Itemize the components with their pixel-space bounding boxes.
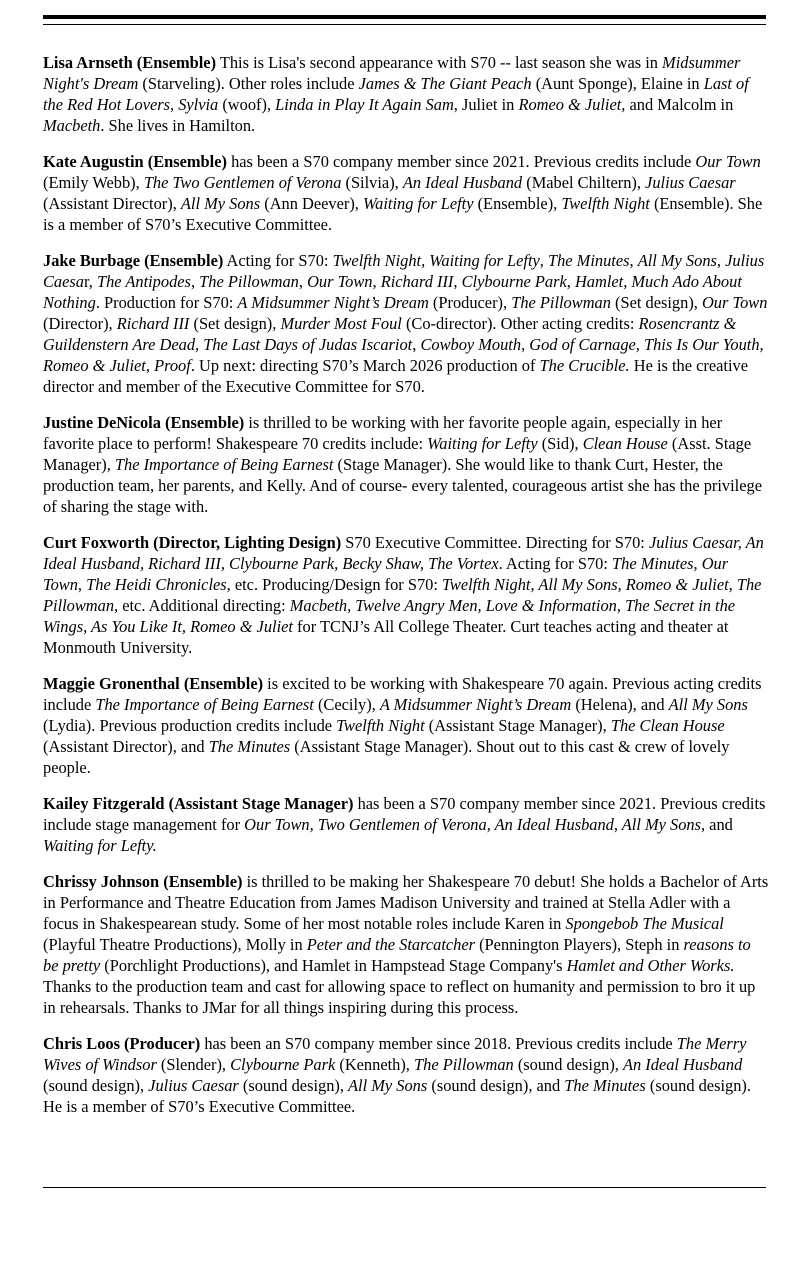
bio-text: (Cecily), [313, 695, 380, 714]
bio-text: (Co-director). Other acting credits: [401, 314, 639, 333]
bio-text: (Assistant Stage Manager). Shout out to this cast & crew of lovely people. [43, 737, 730, 777]
bio-name: Lisa Arnseth (Ensemble) [43, 53, 217, 72]
work-title: All My Sons [668, 695, 748, 714]
work-title: Julius Caesar, An Ideal Husband, Richard III, Clybourne Park, Becky Shaw, The Vortex [43, 533, 764, 573]
bio-text: (Assistant Director), and [43, 737, 209, 756]
work-title: The Minutes [208, 737, 291, 756]
bio-text: (Lydia). Previous production credits include [43, 716, 337, 735]
work-title: A Midsummer Night’s Dream [379, 695, 572, 714]
work-title: Hamlet and Other Works. [566, 956, 735, 975]
bio-text: , [372, 272, 381, 291]
work-title: Last of the Red Hot Lovers, Sylvia [43, 74, 749, 114]
work-title: Proof [154, 356, 191, 375]
work-title: Peter and the Starcatcher [306, 935, 475, 954]
bio-text: S70 Executive Committee. Directing for S70: [341, 533, 649, 552]
bio-paragraph [43, 52, 769, 136]
work-title: The Two Gentlemen of Verona [143, 173, 342, 192]
bio-list [43, 52, 769, 1132]
bio-text: (Producer), [428, 293, 512, 312]
work-title: Our Town [307, 272, 373, 291]
work-title: Hamlet, Much Ado About Nothing [43, 272, 742, 312]
work-title: The Clean House [610, 716, 725, 735]
work-title: Midsummer Night's Dream [43, 53, 741, 93]
bio-paragraph [43, 1033, 769, 1117]
work-title: Macbeth [43, 116, 101, 135]
bio-paragraph [43, 532, 769, 658]
bio-text: (Starveling). Other roles include [138, 74, 359, 93]
bio-text: , [298, 272, 308, 291]
bio-text: . She lives in Hamilton. [100, 116, 256, 135]
work-title: The Pillowman [199, 272, 299, 291]
bio-text: , Juliet in [453, 95, 519, 114]
work-title: James & The Giant Peach [358, 74, 532, 93]
work-title: Waiting for Lefty [363, 194, 474, 213]
bio-text: (sound design). He is a member of S70’s Executive Committee. [43, 1076, 751, 1116]
work-title: The Pillowman [414, 1055, 514, 1074]
bio-text: , etc. Additional directing: [114, 596, 290, 615]
bio-text: , [629, 251, 638, 270]
bio-paragraph [43, 793, 769, 856]
work-title: All My Sons [348, 1076, 428, 1095]
work-title: The Antipodes [96, 272, 191, 291]
work-title: The Pillowman [511, 293, 611, 312]
bio-text: , [412, 335, 421, 354]
work-title: Twelfth Night, Waiting for Lefty [332, 251, 540, 270]
work-title: Spongebob The Musical [565, 914, 724, 933]
bio-name: Chris Loos (Producer) [43, 1034, 201, 1053]
work-title: Murder Most Foul [280, 314, 402, 333]
bio-text: , [521, 335, 530, 354]
work-title: Romeo & Juliet, [518, 95, 626, 114]
bio-text: , [716, 251, 726, 270]
work-title: The Minutes [564, 1076, 646, 1095]
bio-text: (Porchlight Productions), and Hamlet in Hampstead Stage Company's [100, 956, 567, 975]
work-title: All My Sons [637, 251, 717, 270]
bio-text: Acting for S70: [223, 251, 333, 270]
bio-text: (Helena), and [571, 695, 669, 714]
work-title: Rosencrantz & Guildenstern Are Dead, The Last Days of Judas Iscariot [43, 314, 737, 354]
work-title: Macbeth, Twelve Angry Men, Love & Information, The Secret in the Wings, As You Like It, Romeo & Juliet [43, 596, 736, 636]
work-title: Twelfth Night [561, 194, 650, 213]
bio-name: Kate Augustin (Ensemble) [43, 152, 227, 171]
top-rule-thin [43, 24, 766, 25]
bio-text: is excited to be working with Shakespeare 70 again. Previous acting credits include [43, 674, 762, 714]
bio-text: (sound design), [513, 1055, 623, 1074]
bio-text: (sound design), [43, 1076, 149, 1095]
bio-text: has been a S70 company member since 2021. Previous credits include stage management for [43, 794, 766, 834]
work-title: reasons to be pretty [43, 935, 751, 975]
bio-paragraph [43, 673, 769, 778]
bio-text: , [453, 272, 462, 291]
bio-text: for TCNJ’s All College Theater. Curt teaches acting and theater at Monmouth University. [43, 617, 729, 657]
bio-text: , [145, 356, 155, 375]
bio-text: . Up next: directing S70’s March 2026 production of [190, 356, 540, 375]
bio-name: Maggie Gronenthal (Ensemble) [43, 674, 264, 693]
bio-text: (Ensemble). She is a member of S70’s Executive Committee. [43, 194, 763, 234]
top-rule-thick [43, 15, 766, 19]
bio-text: has been an S70 company member since 2018. Previous credits include [200, 1034, 677, 1053]
work-title: Our Town [701, 293, 768, 312]
bio-name: Chrissy Johnson (Ensemble) [43, 872, 243, 891]
bio-text: (Set design), [189, 314, 281, 333]
work-title: Waiting for Lefty. [43, 836, 157, 855]
bio-text: (Aunt Sponge), Elaine in [531, 74, 704, 93]
bottom-rule [43, 1187, 766, 1188]
work-title: Our Town, Two Gentlemen of Verona, An Ideal Husband, All My Sons, [244, 815, 706, 834]
work-title: Clean House [582, 434, 668, 453]
bio-text: and [705, 815, 733, 834]
work-title: Julius Caesar [645, 173, 736, 192]
bio-text: is thrilled to be working with her favorite people again, especially in her favorite place to perform! Shakespeare 70 credits include: [43, 413, 723, 453]
work-title: Richard III [116, 314, 190, 333]
work-title: Cowboy Mouth [420, 335, 522, 354]
bio-text: (sound design), and [427, 1076, 565, 1095]
bio-text: (Asst. Stage Manager), [43, 434, 752, 474]
bio-text: He is the creative director and member of the Executive Committee for S70. [43, 356, 748, 396]
bio-text: (Mabel Chiltern), [522, 173, 646, 192]
bio-text: , etc. Producing/Design for S70: [226, 575, 442, 594]
work-title: Clybourne Park [461, 272, 567, 291]
work-title: The Minutes [547, 251, 630, 270]
work-title: God of Carnage, This Is Our Youth, Romeo & Juliet [43, 335, 764, 375]
work-title: Clybourne Park [230, 1055, 336, 1074]
bio-text: (Slender), [156, 1055, 231, 1074]
bio-text: (Set design), [610, 293, 702, 312]
bio-text: (Stage Manager). She would like to thank Curt, Hester, the production team, her parents, and Kelly. And of course- every talented, courageous artist she has the privilege of sharing the stage with. [43, 455, 762, 516]
bio-text: (Silvia), [341, 173, 403, 192]
bio-text: (Ensemble), [473, 194, 562, 213]
bio-text: , [566, 272, 575, 291]
bio-text: is thrilled to be making her Shakespeare 70 debut! She holds a Bachelor of Arts in Performance and Theatre Education from James Madison University and trained at Stella Adler with a focus in Shakespearean study. Some of her most notable roles include Karen in [43, 872, 769, 933]
work-title: The Importance of Being Earnest [95, 695, 314, 714]
bio-text: (Kenneth), [335, 1055, 415, 1074]
bio-text: Thanks to the production team and cast for allowing space to reflect on humanity and permission to bro it up in rehearsals. Thanks to JMar for all things inspiring during this process. [43, 977, 756, 1017]
bio-paragraph [43, 871, 769, 1018]
bio-text: (Sid), [537, 434, 583, 453]
work-title: The Crucible. [539, 356, 630, 375]
work-title: Richard III [380, 272, 454, 291]
bio-name: Justine DeNicola (Ensemble) [43, 413, 245, 432]
work-title: The Importance of Being Earnest [114, 455, 334, 474]
work-title: Julius Caesar [148, 1076, 239, 1095]
bio-text: and Malcolm in [625, 95, 734, 114]
work-title: Our Town [695, 152, 761, 171]
bio-text: (Director), [43, 314, 117, 333]
bio-text: , [190, 272, 200, 291]
bio-text: . Acting for S70: [498, 554, 613, 573]
bio-text: (Playful Theatre Productions), Molly in [43, 935, 307, 954]
bio-text: (Assistant Director), [43, 194, 181, 213]
work-title: Waiting for Lefty [427, 434, 538, 453]
work-title: All My Sons [180, 194, 261, 213]
bio-text: (Emily Webb), [43, 173, 144, 192]
work-title: Linda in Play It Again Sam [275, 95, 454, 114]
work-title: Twelfth Night [336, 716, 425, 735]
bio-text: (Assistant Stage Manager), [424, 716, 611, 735]
bio-text: , [539, 251, 548, 270]
bio-text: (Pennington Players), Steph in [475, 935, 684, 954]
bio-paragraph [43, 412, 769, 517]
bio-paragraph [43, 250, 769, 397]
bio-name: Curt Foxworth (Director, Lighting Design) [43, 533, 342, 552]
bio-text: (Ann Deever), [260, 194, 363, 213]
bio-name: Kailey Fitzgerald (Assistant Stage Manager) [43, 794, 354, 813]
work-title: The Merry Wives of Windsor [43, 1034, 747, 1074]
bio-text: has been a S70 company member since 2021. Previous credits include [226, 152, 696, 171]
work-title: An Ideal Husband [402, 173, 523, 192]
bio-text: (woof), [218, 95, 276, 114]
bio-text: r, [83, 272, 97, 291]
work-title: Twelfth Night, All My Sons, Romeo & Juliet, The Pillowman [43, 575, 762, 615]
work-title: Julius Caesa [43, 251, 765, 291]
bio-name: Jake Burbage (Ensemble) [43, 251, 224, 270]
work-title: An Ideal Husband [623, 1055, 743, 1074]
work-title: The Minutes, Our Town, The Heidi Chronicles [43, 554, 729, 594]
bio-text: (sound design), [238, 1076, 349, 1095]
work-title: A Midsummer Night’s Dream [237, 293, 429, 312]
bio-text: . Production for S70: [95, 293, 238, 312]
bio-text: This is Lisa's second appearance with S70 -- last season she was in [216, 53, 663, 72]
bio-paragraph [43, 151, 769, 235]
